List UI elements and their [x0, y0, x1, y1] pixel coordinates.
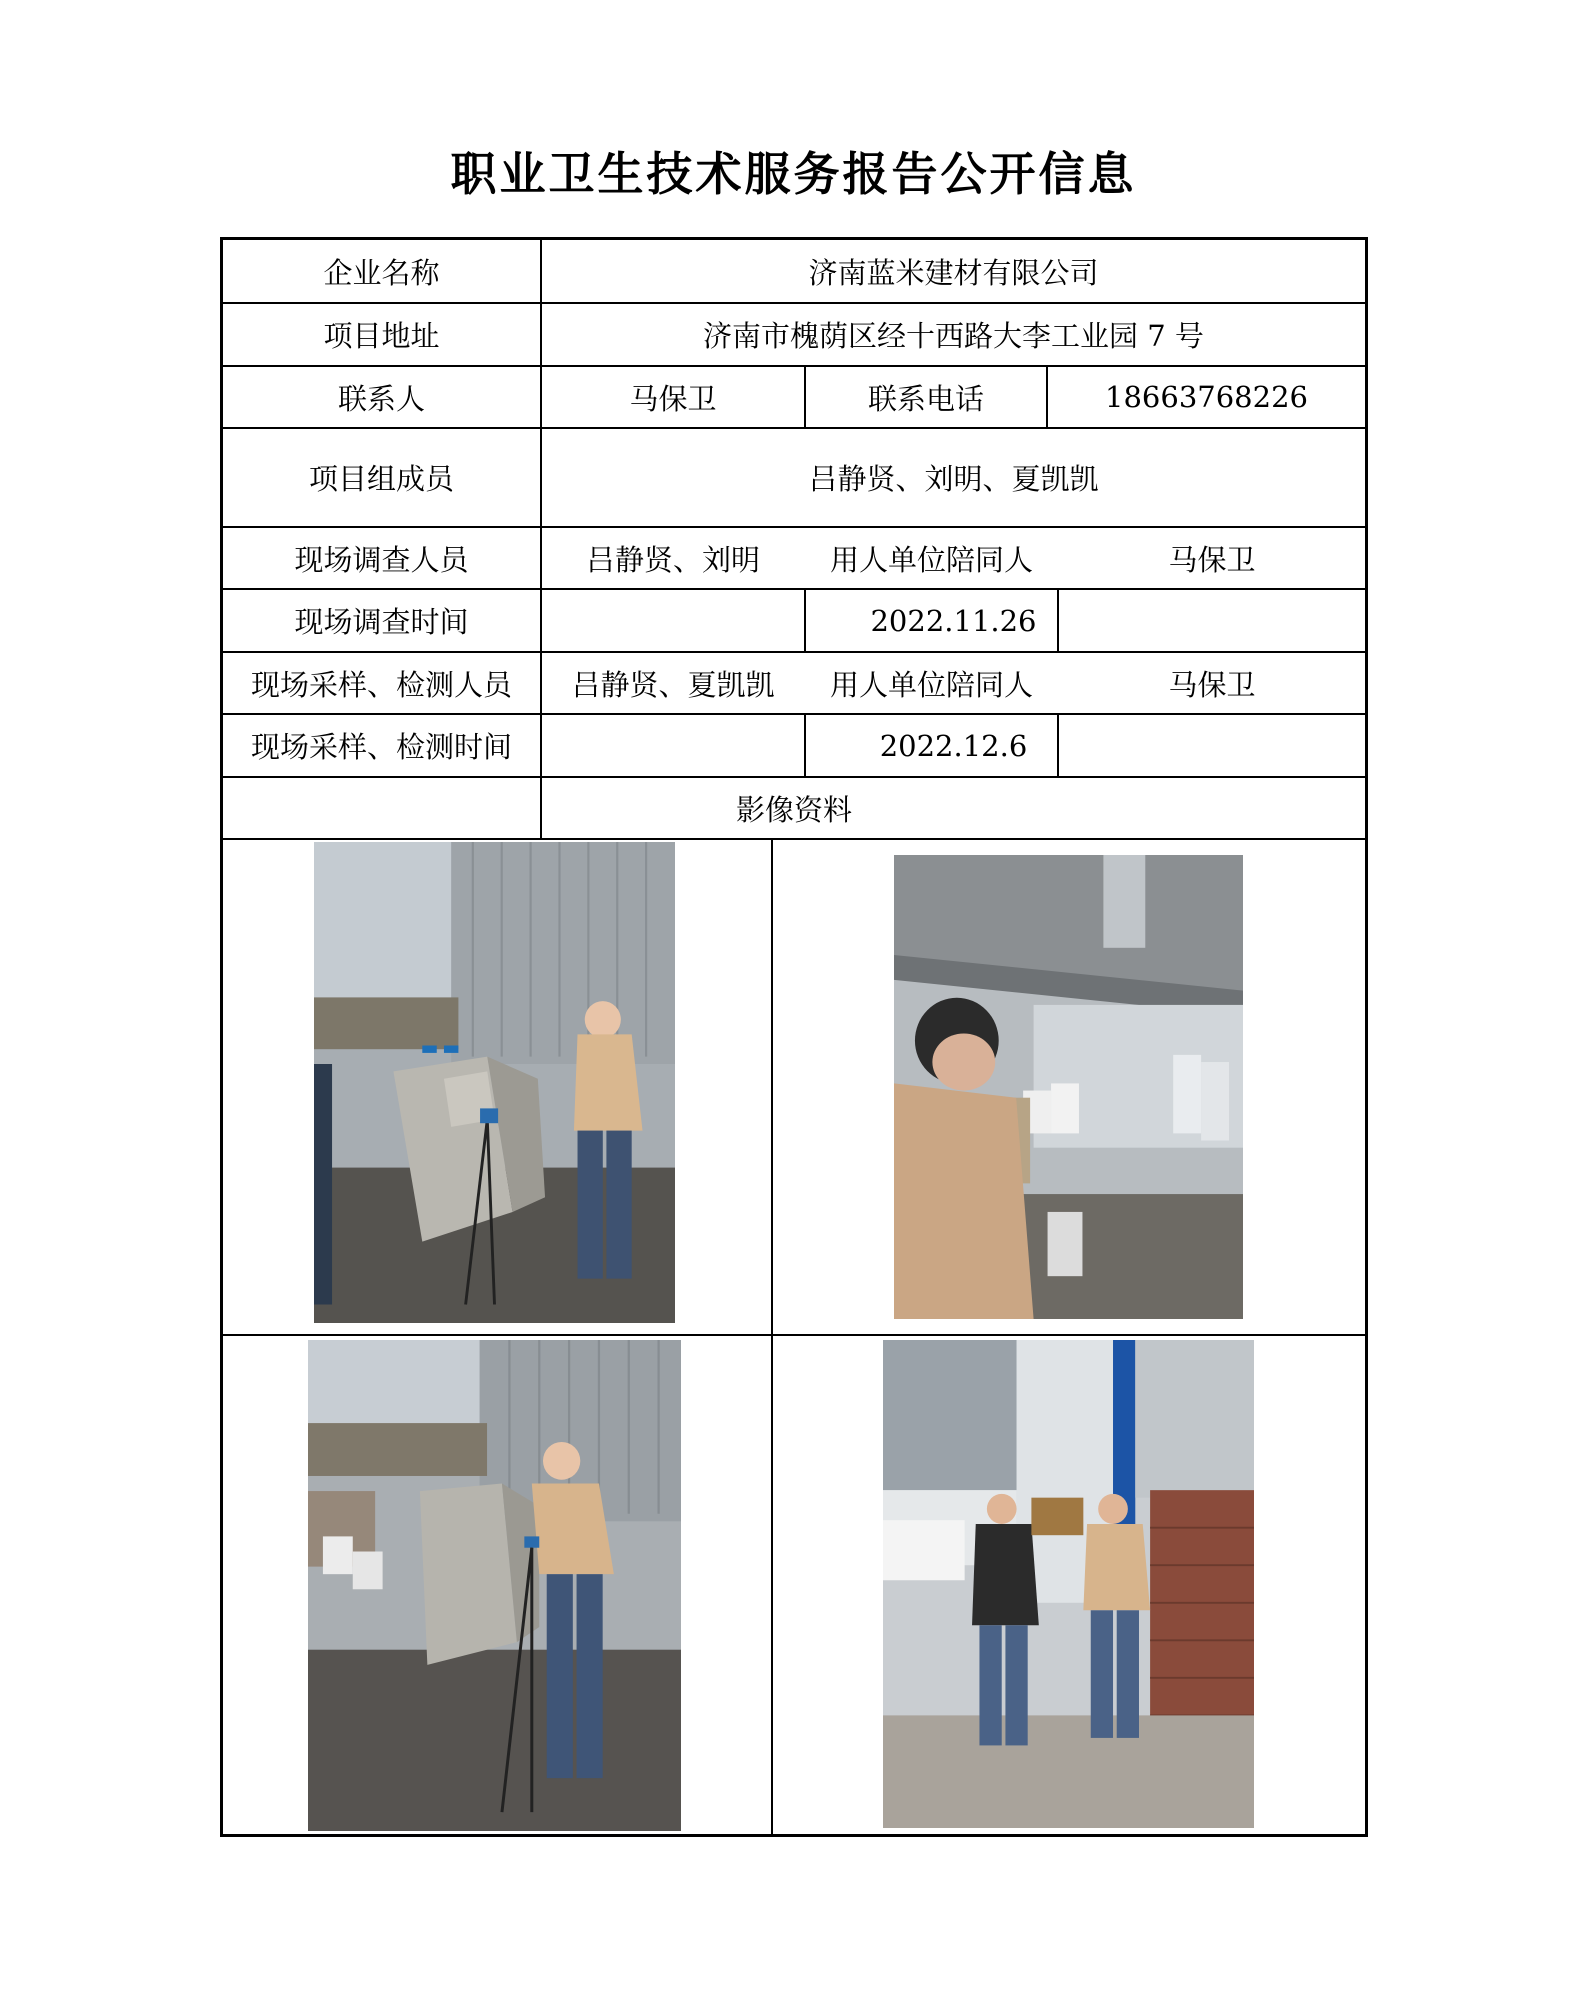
sampling-time-value: 2022.12.6: [879, 728, 1028, 763]
survey-staff-label: 现场调查人员: [294, 542, 469, 577]
site-photo-2: [894, 855, 1243, 1319]
sampling-escort-label: 用人单位陪同人: [829, 667, 1033, 702]
contact-label: 联系人: [337, 381, 425, 416]
sampling-staff-value: 吕静贤、夏凯凯: [571, 667, 775, 702]
survey-escort-value: 马保卫: [1168, 542, 1256, 577]
project-members-label: 项目组成员: [308, 462, 454, 496]
phone-value: 18663768226: [1105, 380, 1308, 414]
site-photo-1: [314, 842, 675, 1323]
phone-label: 联系电话: [867, 381, 984, 416]
survey-time-label: 现场调查时间: [294, 605, 469, 639]
site-photo-3: [308, 1340, 681, 1831]
survey-staff-value: 吕静贤、刘明: [585, 542, 760, 577]
contact-value: 马保卫: [629, 381, 717, 416]
site-photo-4: [883, 1340, 1254, 1828]
survey-time-value: 2022.11.26: [870, 603, 1037, 638]
page-title: 职业卫生技术服务报告公开信息: [450, 147, 1137, 201]
sampling-time-label: 现场采样、检测时间: [250, 730, 512, 764]
project-address-value: 济南市槐荫区经十西路大李工业园 7 号: [703, 319, 1204, 353]
project-members-value: 吕静贤、刘明、夏凯凯: [808, 462, 1099, 496]
company-name-value: 济南蓝米建材有限公司: [808, 255, 1099, 290]
project-address-label: 项目地址: [323, 319, 440, 353]
survey-escort-label: 用人单位陪同人: [829, 542, 1033, 577]
sampling-escort-value: 马保卫: [1168, 667, 1256, 702]
image-section-header: 影像资料: [735, 792, 852, 827]
company-name-label: 企业名称: [323, 255, 440, 290]
info-table: [220, 237, 1368, 1837]
sampling-staff-label: 现场采样、检测人员: [250, 667, 512, 702]
